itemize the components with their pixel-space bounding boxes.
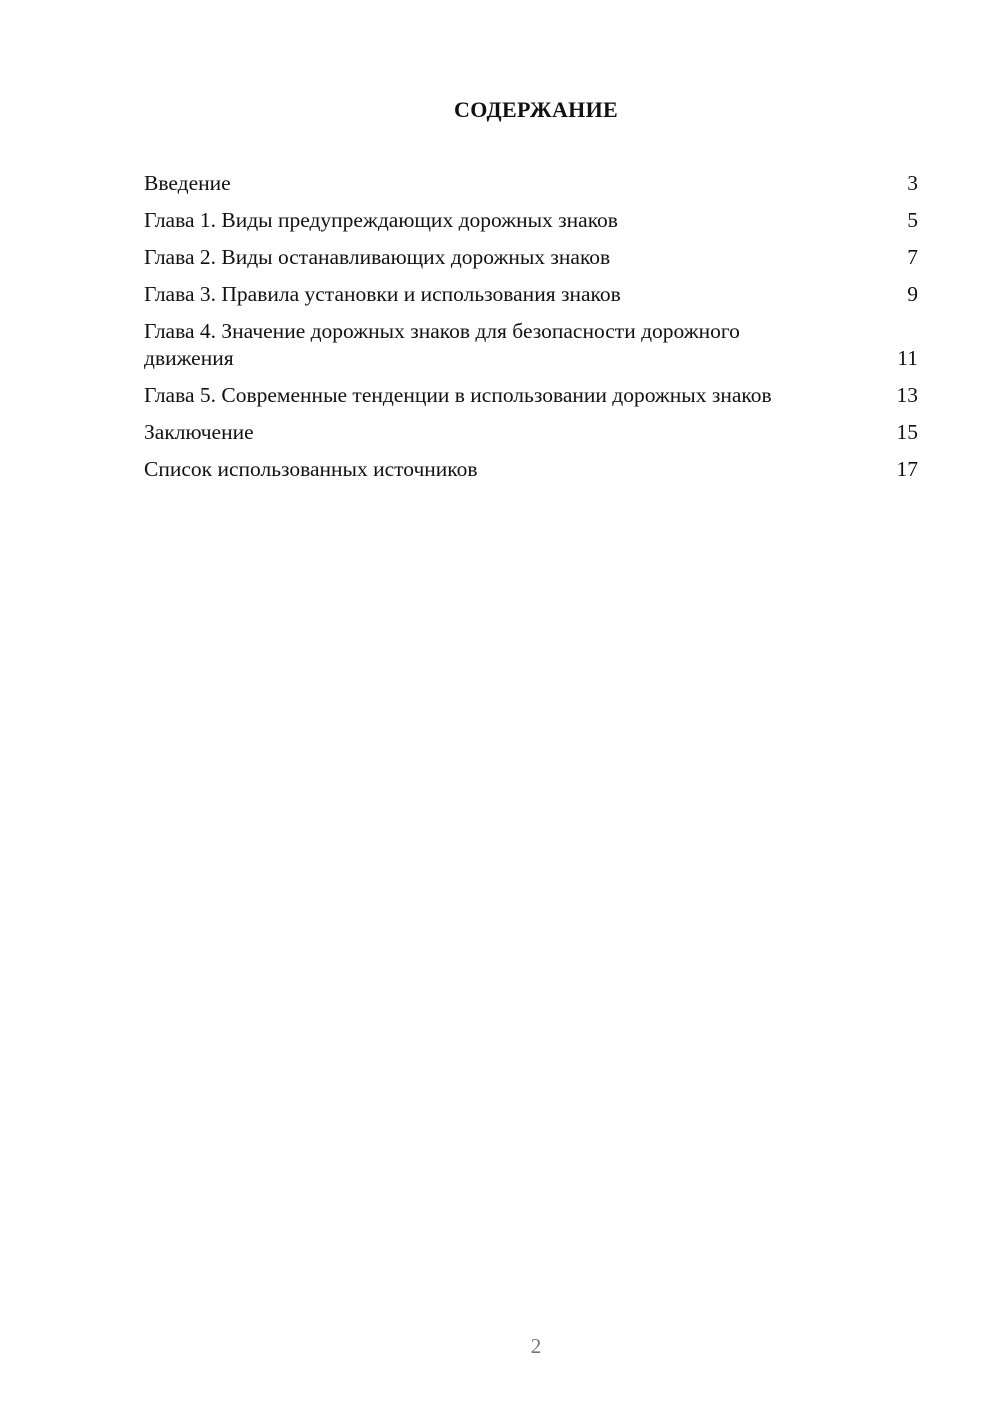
toc-entry-page: 15 [896,420,918,445]
table-of-contents [144,170,918,493]
toc-entry-page: 3 [907,171,918,195]
page-title: СОДЕРЖАНИЕ [454,97,618,122]
toc-entry-text: Глава 5. Современные тенденции в использовании дорожных знаков [144,382,772,407]
toc-entry-chapter-2 [144,244,918,271]
toc-entry-text: Список использованных источников [144,457,478,482]
toc-entry-page: 17 [896,457,918,482]
toc-entry-page: 13 [896,382,918,407]
page-number: 2 [530,1334,542,1358]
toc-entry-text: Глава 4. Значение дорожных знаков для безопасности дорожного движения [144,319,740,370]
toc-entry-chapter-5 [144,382,918,409]
toc-entry-chapter-4 [144,318,918,371]
toc-entry-text: Введение [144,171,231,195]
toc-entry-text: Глава 2. Виды останавливающих дорожных знаков [144,245,611,270]
toc-entry-chapter-1 [144,207,918,234]
toc-entry-page: 9 [907,282,918,307]
toc-entry-page: 7 [907,245,918,270]
toc-entry-chapter-3 [144,281,918,308]
toc-entry-page: 11 [897,345,918,370]
toc-entry-introduction [144,170,918,197]
toc-entry-references [144,456,918,483]
toc-entry-conclusion [144,419,918,446]
toc-entry-page: 5 [907,208,918,233]
toc-entry-text: Глава 1. Виды предупреждающих дорожных знаков [144,208,618,233]
toc-entry-text: Заключение [144,420,254,445]
toc-entry-text: Глава 3. Правила установки и использования знаков [144,282,621,307]
